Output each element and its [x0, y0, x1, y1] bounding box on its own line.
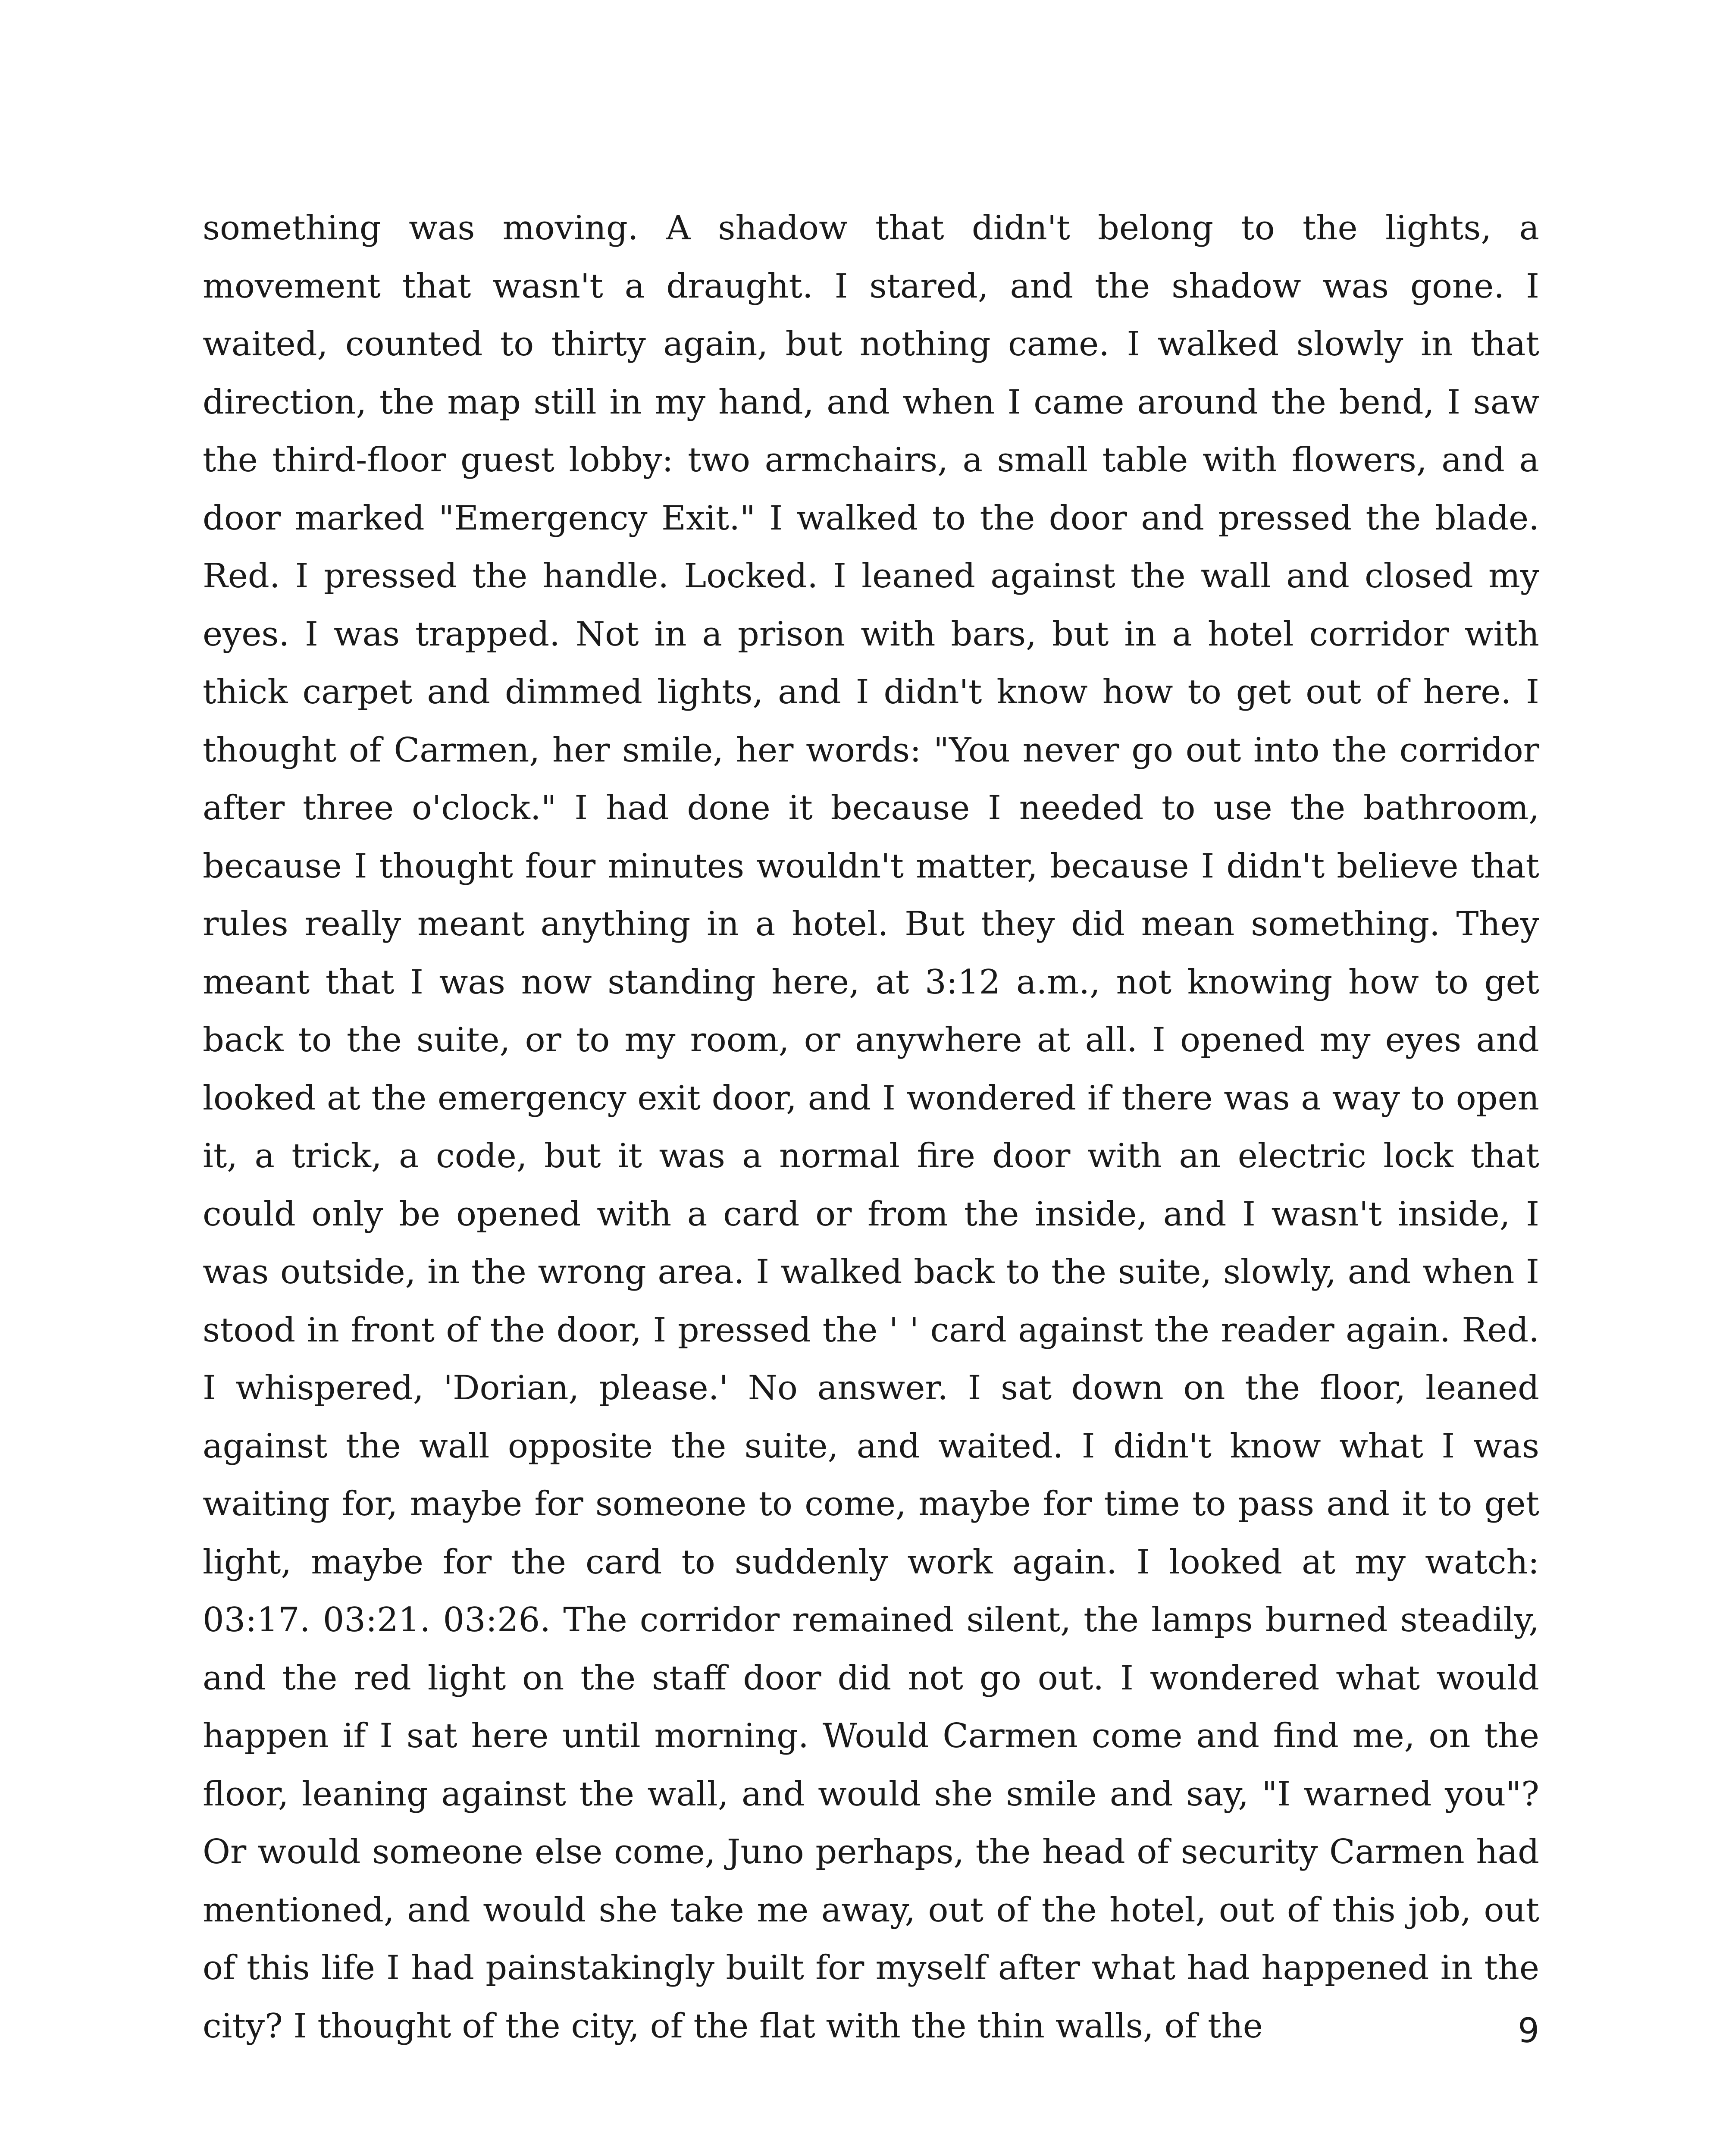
- body-paragraph: something was moving. A shadow that didn't belong to the lights, a movement that wasn't a draught. I stared, and the shadow was gone. I waited, counted to thirty again, but nothing came. I walked slowly in that direction, the map still in my hand, and when I came around the bend, I saw the third-floor guest lobby: two armchairs, a small table with flowers, and a door marked "Emergency Exit." I walked to the door and pressed the blade. Red. I pressed the handle. Locked. I leaned against the wall and closed my eyes. I was trapped. Not in a prison with bars, but in a hotel corridor with thick carpet and dimmed lights, and I didn't know how to get out of here. I thought of Carmen, her smile, her words: "You never go out into the corridor after three o'clock." I had done it because I needed to use the bathroom, because I thought four minutes wouldn't matter, because I didn't believe that rules really meant anything in a hotel. But they did mean something. They meant that I was now standing here, at 3:12 a.m., not knowing how to get back to the suite, or to my room, or anywhere at all. I opened my eyes and looked at the emergency exit door, and I wondered if there was a way to open it, a trick, a code, but it was a normal fire door with an electric lock that could only be opened with a card or from the inside, and I wasn't inside, I was outside, in the wrong area. I walked back to the suite, slowly, and when I stood in front of the door, I pressed the ' ' card against the reader again. Red. I whispered, 'Dorian, please.' No answer. I sat down on the floor, leaned against the wall opposite the suite, and waited. I didn't know what I was waiting for, maybe for someone to come, maybe for time to pass and it to get light, maybe for the card to suddenly work again. I looked at my watch: 03:17. 03:21. 03:26. The corridor remained silent, the lamps burned steadily, and the red light on the staff door did not go out. I wondered what would happen if I sat here until morning. Would Carmen come and find me, on the floor, leaning against the wall, and would she smile and say, "I warned you"? Or would someone else come, Juno perhaps, the head of security Carmen had mentioned, and would she take me away, out of the hotel, out of this job, out of this life I had painstakingly built for myself after what had happened in the city? I thought of the city, of the flat with the thin walls, of the: [203, 209, 1539, 2046]
- page-number: 9: [1518, 2012, 1539, 2050]
